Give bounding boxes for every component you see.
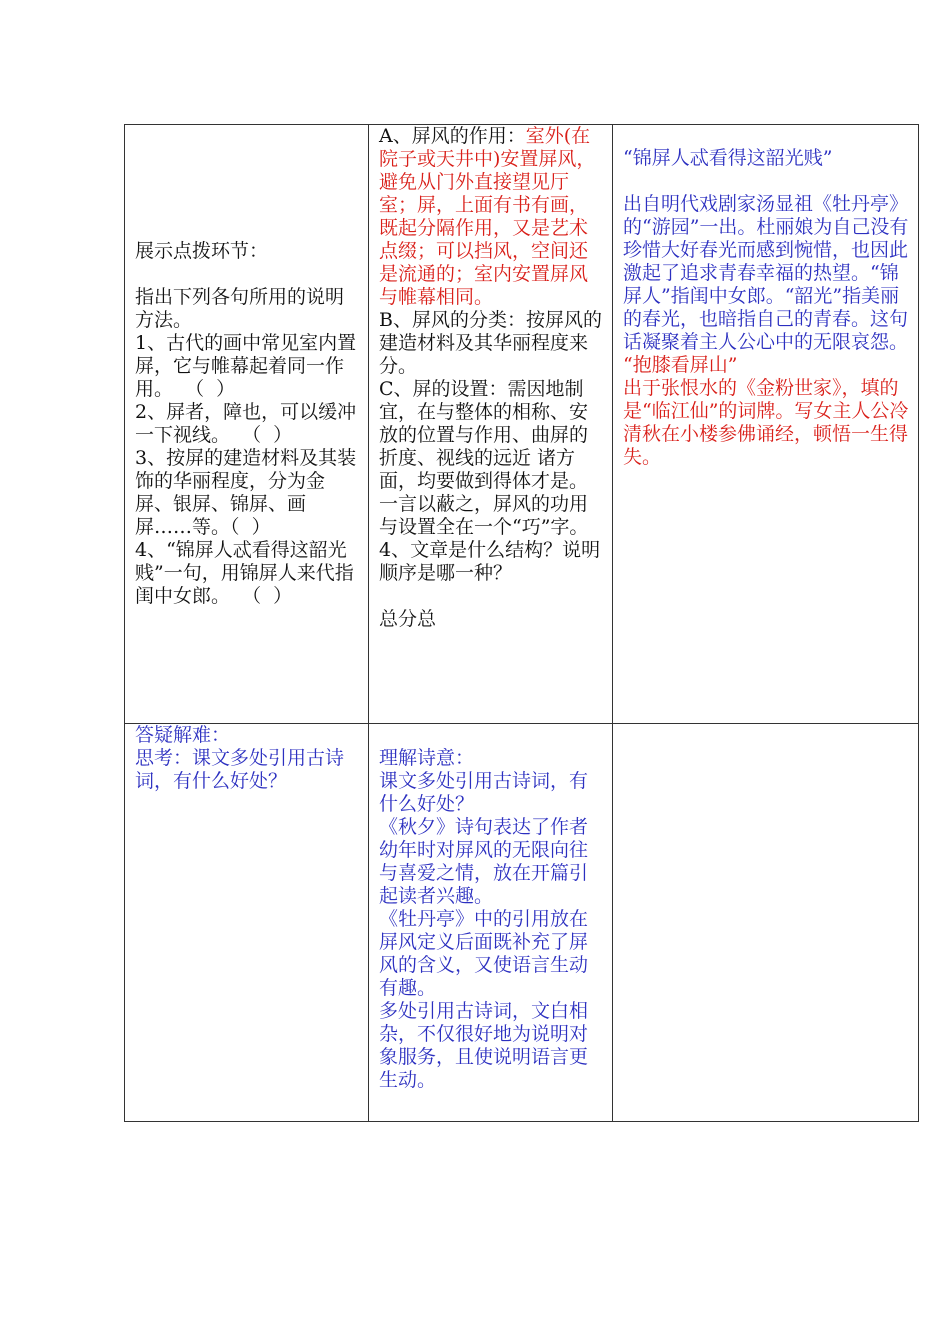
cell-display-guidance	[125, 125, 369, 724]
function-answer: 室外(在院子或天井中)安置屏风，避免从门外直接望见厅室；屏，上面有书有画，既起分隔作用，又是艺术点缀；可以挡风，空间还是流通的；室内安置屏风与帷幕相同。	[379, 125, 596, 308]
exercise-item: 1、古代的画中常见室内置屏，它与帷幕起着同一作用。 （ ）	[135, 332, 357, 400]
lesson-table	[124, 124, 919, 1122]
cell-empty	[613, 724, 919, 1122]
poem-quote: “抱膝看屏山”	[623, 354, 738, 376]
cell-qa	[125, 724, 369, 1122]
function-paragraph	[379, 125, 606, 309]
exercise-item: 3、按屏的建造材料及其装饰的华丽程度，分为金屏、银屏、锦屏、画屏……等。（ ）	[135, 447, 357, 538]
structure-question: 4、文章是什么结构？说明顺序是哪一种？	[379, 539, 601, 584]
table-row	[125, 125, 919, 724]
section-heading: 展示点拨环节：	[135, 240, 269, 262]
cell-screen-analysis	[369, 125, 613, 724]
function-label: A、屏风的作用：	[379, 125, 526, 147]
classification-paragraph: B、屏风的分类：按屏风的建造材料及其华丽程度来分。	[379, 309, 602, 377]
structure-answer: 总分总	[379, 608, 437, 630]
cell-poem-notes	[613, 125, 919, 724]
poem-quote: “锦屏人忒看得这韶光贱”	[623, 147, 833, 169]
answer-paragraph: 《秋夕》诗句表达了作者幼年时对屏风的无限向往与喜爱之情，放在开篇引起读者兴趣。	[379, 816, 589, 907]
table-row	[125, 724, 919, 1122]
question-text: 课文多处引用古诗词，有什么好处？	[379, 770, 589, 815]
exercise-item: 4、“锦屏人忒看得这韶光贱”一句，用锦屏人来代指闺中女郎。 （ ）	[135, 539, 354, 607]
cell-poem-meaning	[369, 724, 613, 1122]
exercise-item: 2、屏者，障也，可以缓冲一下视线。 （ ）	[135, 401, 357, 446]
poem-explanation: 出于张恨水的《金粉世家》，填的是“临江仙”的词牌。写女主人公冷清秋在小楼参佛诵经，顿悟一生得失。	[623, 377, 909, 468]
section-heading: 答疑解难：	[135, 724, 231, 746]
section-heading: 理解诗意：	[379, 747, 475, 769]
think-question: 思考：课文多处引用古诗词，有什么好处？	[135, 747, 345, 792]
answer-paragraph: 多处引用古诗词，文白相杂，不仅很好地为说明对象服务，且使说明语言更生动。	[379, 1000, 589, 1091]
instruction-text: 指出下列各句所用的说明方法。	[135, 286, 345, 331]
poem-explanation: 出自明代戏剧家汤显祖《牡丹亭》的“游园”一出。杜丽娘为自己没有珍惜大好春光而感到惋惜，也因此激起了追求青春幸福的热望。“锦屏人”指闺中女郎。“韶光”指美丽的春光，也暗指自己的青春。这句话凝聚着主人公心中的无限哀怨。	[623, 193, 909, 353]
answer-paragraph: 《牡丹亭》中的引用放在屏风定义后面既补充了屏风的含义，又使语言生动有趣。	[379, 908, 589, 999]
placement-paragraph: C、屏的设置：需因地制宜，在与整体的相称、安放的位置与作用、曲屏的折度、视线的远近 诸方面，均要做到得体才是。一言以蔽之，屏风的功用与设置全在一个“巧”字。	[379, 378, 589, 538]
